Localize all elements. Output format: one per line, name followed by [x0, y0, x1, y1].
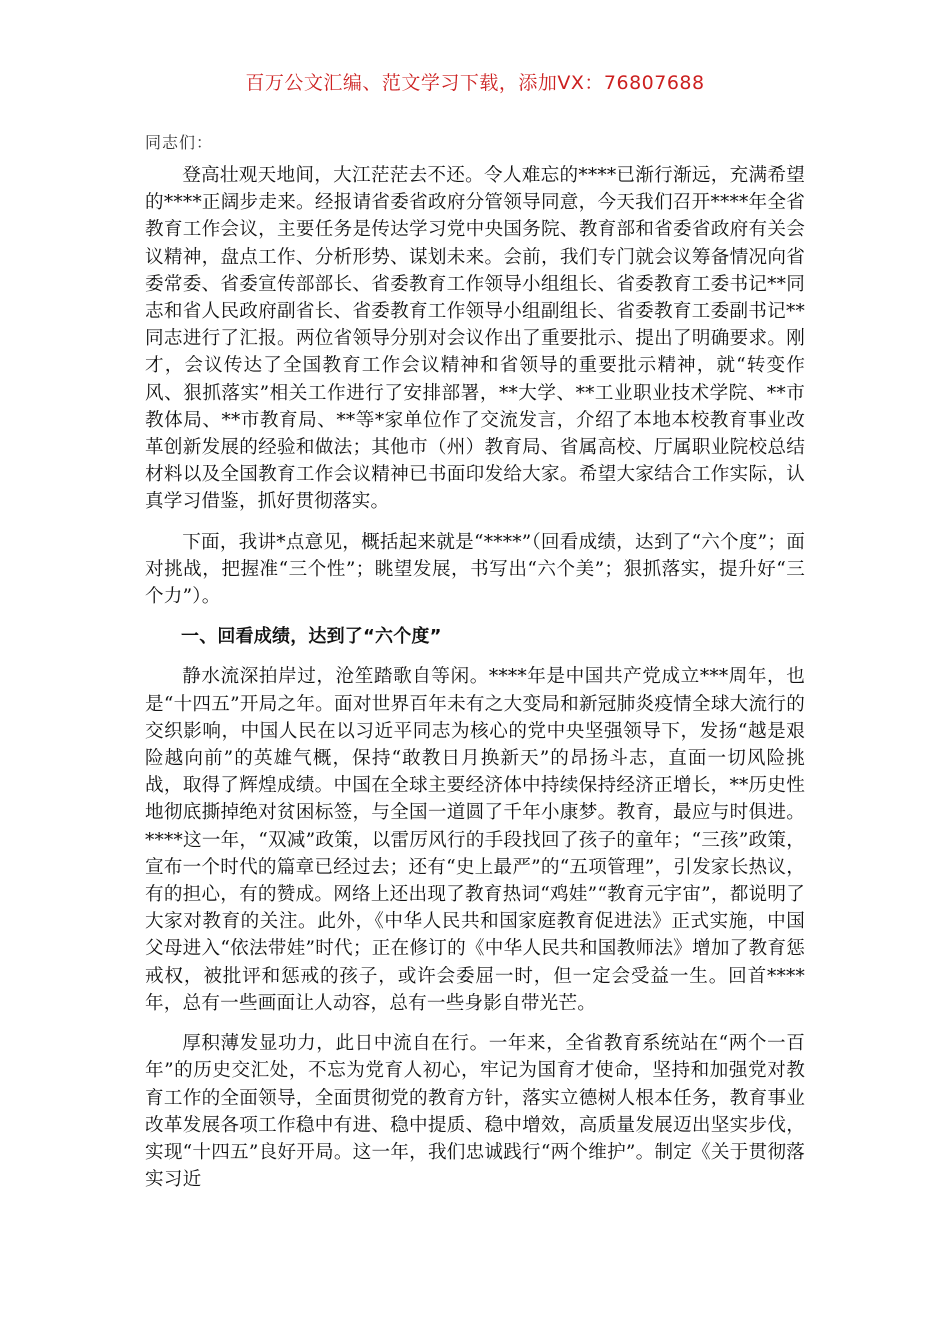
- paragraph-outline: 下面，我讲*点意见，概括起来就是“****”（回看成绩，达到了“六个度”；面对挑战，把握准“三个性”；眺望发展，书写出“六个美”；狠抓落实，提升好“三个力”）。: [145, 531, 805, 608]
- salutation: 同志们：: [145, 133, 214, 152]
- paragraph-intro: 登高壮观天地间，大江茫茫去不还。令人难忘的****已渐行渐远，充满希望的****正阔步走来。经报请省委省政府分管领导同意，今天我们召开****年全省教育工作会议，主要任务是传达学习党中央国务院、教育部和省委省政府有关会议精神，盘点工作、分析形势、谋划未来。会前，我们专门就会议筹备情况向省委常委、省委宣传部部长、省委教育工作领导小组组长、省委教育工委书记**同志和省人民政府副省长、省委教育工作领导小组副组长、省委教育工委副书记**同志进行了汇报。两位省领导分别对会议作出了重要批示、提出了明确要求。刚才，会议传达了全国教育工作会议精神和省领导的重要批示精神，就“转变作风、狠抓落实”相关工作进行了安排部署，**大学、**工业职业技术学院、**市教体局、**市教育局、**等*家单位作了交流发言，介绍了本地本校教育事业改革创新发展的经验和做法；其他市（州）教育局、省属高校、厅属职业院校总结材料以及全国教育工作会议精神已书面印发给大家。希望大家结合工作实际，认真学习借鉴，抓好贯彻落实。: [145, 165, 805, 513]
- paragraph-achievements: 静水流深拍岸过，沧笙踏歌自等闲。****年是中国共产党成立***周年，也是“十四五”开局之年。面对世界百年未有之大变局和新冠肺炎疫情全球大流行的交织影响，中国人民在以习近平同志为核心的党中央坚强领导下，发扬“越是艰险越向前”的英雄气概，保持“敢教日月换新天”的昂扬斗志，直面一切风险挑战，取得了辉煌成绩。中国在全球主要经济体中持续保持经济正增长，**历史性地彻底撕掉绝对贫困标签，与全国一道圆了千年小康梦。教育，最应与时俱进。****这一年，“双减”政策，以雷厉风行的手段找回了孩子的童年；“三孩”政策，宣布一个时代的篇章已经过去；还有“史上最严”的“五项管理”，引发家长热议，有的担心，有的赞成。网络上还出现了教育热词“鸡娃”“教育元宇宙”，都说明了大家对教育的关注。此外，《中华人民共和国家庭教育促进法》正式实施，中国父母进入“依法带娃”时代；正在修订的《中华人民共和国教师法》增加了教育惩戒权，被批评和惩戒的孩子，或许会委屈一时，但一定会受益一生。回首****年，总有一些画面让人动容，总有一些身影自带光芒。: [145, 666, 805, 1014]
- document-body: [145, 162, 805, 1206]
- section-heading-1: 一、回看成绩，达到了“六个度”: [181, 626, 442, 648]
- header-banner: 百万公文汇编、范文学习下载，添加VX：76807688: [245, 72, 705, 94]
- paragraph-progress: 厚积薄发显功力，此日中流自在行。一年来，全省教育系统站在“两个一百年”的历史交汇处，不忘为党育人初心，牢记为国育才使命，坚持和加强党对教育工作的全面领导，全面贯彻党的教育方针，落实立德树人根本任务，教育事业改革发展各项工作稳中有进、稳中提质、稳中增效，高质量发展迈出坚实步伐，实现“十四五”良好开局。这一年，我们忠诚践行“两个维护”。制定《关于贯彻落实习近: [145, 1033, 805, 1191]
